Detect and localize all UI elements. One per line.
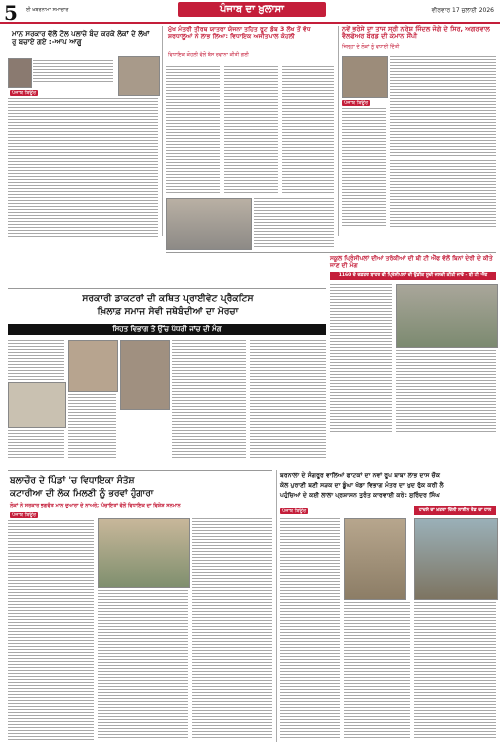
story6-body-col1 xyxy=(8,520,94,740)
story7-body-col2 xyxy=(344,602,410,740)
story6-body-col2 xyxy=(98,590,188,740)
story5-headline-line2: ਖ਼ਿਲਾਫ਼ ਸਮਾਜ ਸੇਵੀ ਜਥੇਬੰਦੀਆਂ ਦਾ ਮੋਰਚਾ xyxy=(97,306,239,317)
story3-headline: ਨਵੇਂ ਭਰੋਸੇ ਦਾ ਤਾਜ ਸ੍ਰੀ ਨਰੇਸ਼ ਜਿੰਦਲ ਜੋਗੇ ਦੇ ਸਿਰ, ਅਗਰਵਾਲ ਵੈਲਫੇਅਰ ਬੋਰਡ ਦੀ ਕਮਾਨ ਸੌਂਪੀ xyxy=(342,25,490,41)
bus-launch-photo xyxy=(166,198,252,250)
portrait-photo-jindal xyxy=(342,56,388,98)
story7-headline-line2: ਕੋਲ ਪੁਰਾਣੀ ਬਣੀ ਸੜਕ ਦਾ ਡੂੰਘਾ ਖੱਡਾ ਵਿਭਾਗ ਮੰਤਰ ਦਾ ਖੁਦ ਰੁੱਕ ਕਰੀ ਲੈ xyxy=(280,482,444,489)
story4-body-col2 xyxy=(396,350,496,434)
portrait-photo xyxy=(8,58,32,88)
story2-headline: ਮੁੱਖ ਮੰਤਰੀ ਤੀਰਥ ਯਾਤਰਾ ਯੋਜਨਾ ਤਹਿਤ ਰੂਟ ਡੱਬ 3 ਲੱਖ ਤੋਂ ਵੱਧ ਸ਼ਰਧਾਲੂਆਂ ਨੇ ਲਾਭ ਲਿਆ: ਵਿਧਾਇਕ ਅਜੀਤਪਾਲ ਕੋਹਲੀ xyxy=(168,26,311,41)
story5-body-col2 xyxy=(68,394,116,460)
caption-text xyxy=(33,60,113,84)
story7-headline-line3: ਪਹੁੰਚਿਆਂ ਦੇ ਕਈ ਲਾਲਾ ਪ੍ਰਸ਼ਾਸਨ ਤੁਰੰਤ ਕਾਰਵਾਈ ਕਰੇ: ਸੁਰਿੰਦਰ ਸਿੰਘ xyxy=(280,492,440,499)
story1-headline: ਮਾਨ ਸਰਕਾਰ ਵੱਲੋਂ ਟੋਲ ਪਲਾਜ਼ੇ ਬੰਦ ਕਰਕੇ ਲੋਕਾਂ ਦੇ ਲੱਖਾਂ ਰੁ ਬਚਾਏ ਗਏ :-ਆਪ ਆਗੂ xyxy=(12,30,150,47)
story2-body-col3 xyxy=(282,66,334,194)
story3-body-end xyxy=(390,160,496,228)
story4-headline: ਸਕੂਲ ਪ੍ਰਿੰਸੀਪਲਾਂ ਦੀਆਂ ਤਰੱਕੀਆਂ ਦੀ ਬੀ ਟੀ ਐੱਫ ਵੱਲੋਂ ਬਿਨਾਂ ਦੇਰੀ ਦੇ ਕੀਤੇ ਜਾਣ ਦੀ ਮੰਗ xyxy=(330,255,493,269)
story6-headline-line2: ਕਟਾਰੀਆ ਦੀ ਲੋਕ ਮਿਲਣੀ ਨੂੰ ਭਰਵਾਂ ਹੁੰਗਾਰਾ xyxy=(10,489,154,499)
story2-body-col1 xyxy=(166,66,220,194)
story7-body-col1 xyxy=(280,518,340,740)
story4-body-col1 xyxy=(330,284,392,434)
mla-meeting-photo xyxy=(98,518,190,588)
section-rule xyxy=(166,252,496,253)
road-photo xyxy=(344,518,406,600)
story5-headline-line1: ਸਰਕਾਰੀ ਡਾਕਟਰਾਂ ਦੀ ਕਥਿਤ ਪ੍ਰਾਈਵੇਟ ਪ੍ਰੈਕਟਿਸ xyxy=(82,293,254,304)
story7-byline: ਪੰਜਾਬ ਬਿਊਰੋ xyxy=(282,508,307,514)
documents-photo xyxy=(8,382,66,428)
section-rule xyxy=(8,470,272,471)
story7-headline-line1: ਬਰਨਾਲਾ ਦੇ ਸੰਗਰੂਰ ਵਾਲਿਆਂ ਫਾਟਕਾਂ ਦਾ ਨਵਾਂ ਰੂਪ ਬਾਬਾ ਲਾਭ ਦਾਸ ਚੌਕ xyxy=(280,472,441,479)
dateline: ਵੀਰਵਾਰ 17 ਜੁਲਾਈ 2026 xyxy=(431,7,494,14)
story5-body-col4 xyxy=(250,340,326,460)
column-rule xyxy=(338,26,339,236)
story3-body xyxy=(390,56,496,156)
story7-body-col3 xyxy=(414,602,496,740)
protest-photo xyxy=(68,340,118,392)
memorandum-photo xyxy=(120,340,170,410)
railway-crossing-photo xyxy=(414,518,498,600)
story5-banner: ਸਿਹਤ ਵਿਭਾਗ ਤੋਂ ਉੱਚ ਪੱਧਰੀ ਜਾਂਚ ਦੀ ਮੰਗ xyxy=(8,324,326,335)
story7-banner: ਹਾਦਸੇ ਦਾ ਖ਼ਤਰਾ ਦਿੱਲੀ ਲਾਈਨ ਰੋਡ ਦਾ ਹਾਲ xyxy=(414,506,496,515)
masthead: ਪੰਜਾਬ ਦਾ ਖ਼ੁਲਾਸਾ xyxy=(178,2,326,17)
story6-byline: ਪੰਜਾਬ ਬਿਊਰੋ xyxy=(12,512,37,518)
story4-banner: 1160 ਦੇ ਦਫ਼ਤਰ ਬਾਹਰ ਵੀ ਪ੍ਰਿੰਸੀਪਲਾਂ ਦੀ ਉਡੀਕ ਸੂਚੀ ਜਲਦੀ ਕੀਤੀ ਜਾਵੇ - ਬੀ ਟੀ ਐੱਫ xyxy=(330,272,496,280)
story6-headline-line1: ਬਲਾਚੌਰ ਦੇ ਪਿੰਡਾਂ 'ਚ ਵਿਧਾਇਕਾ ਸੰਤੋਸ਼ xyxy=(10,476,135,486)
teachers-group-photo xyxy=(396,284,498,348)
story2-body-end xyxy=(254,198,334,248)
column-rule xyxy=(162,26,163,236)
story2-subhead: ਵਿਧਾਇਕ ਕੋਹਲੀ ਵੱਲੋਂ ਬੱਸ ਰਵਾਨਾ ਕੀਤੀ ਗਈ xyxy=(168,52,249,58)
group-photo xyxy=(118,56,160,96)
column-rule xyxy=(276,470,277,742)
story3-byline: ਪੰਜਾਬ ਬਿਊਰੋ xyxy=(344,100,369,106)
story2-body-col2 xyxy=(224,66,278,194)
story3-body-col2 xyxy=(342,108,386,228)
page-number: 5 xyxy=(4,1,18,25)
story5-body-col3 xyxy=(172,340,246,460)
story6-subhead: ਲੋਕਾਂ ਨੇ ਸਰਕਾਰ ਭਗਵੰਤ ਮਾਨ ਦੁਆਰਾ ਦੇ ਨਾਅਰੇ; ਪੰਚਾਇਤਾਂ ਵੱਲੋਂ ਵਿਧਾਇਕ ਦਾ ਵਿਸ਼ੇਸ਼ ਸਨਮਾਨ xyxy=(10,503,181,509)
story1-byline: ਪੰਜਾਬ ਬਿਊਰੋ xyxy=(12,90,37,96)
story1-body xyxy=(8,98,158,238)
story6-body-col3 xyxy=(192,518,272,740)
story3-subhead: ਜ਼ਿਲ੍ਹਾ ਦੇ ਲੋਕਾਂ ਨੂੰ ਵਧਾਈ ਦਿੱਤੀ xyxy=(342,44,400,50)
paper-name: ਈ ਖ਼ਬਰਨਾਮਾ ਸਮਾਚਾਰ xyxy=(26,7,69,13)
section-rule xyxy=(8,288,326,289)
